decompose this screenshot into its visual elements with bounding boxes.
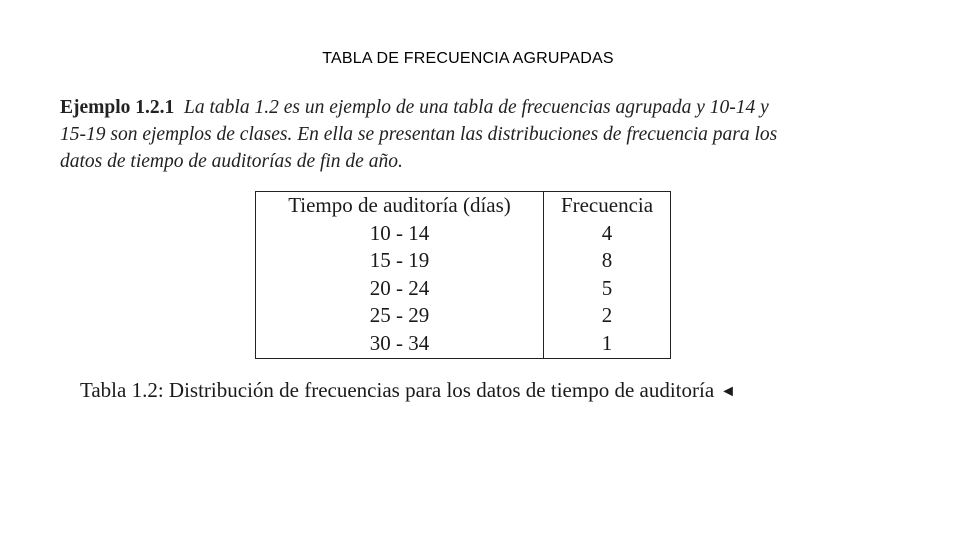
frequency-cell: 1 — [544, 330, 671, 358]
table-row — [256, 247, 671, 275]
header-frequency: Frecuencia — [544, 192, 671, 220]
class-interval-cell: 10 - 14 — [256, 220, 544, 248]
end-marker-icon: ◄ — [720, 383, 736, 400]
example-label: Ejemplo 1.2.1 — [60, 97, 175, 118]
table-row — [256, 302, 671, 330]
class-interval-cell: 15 - 19 — [256, 247, 544, 275]
table-row — [256, 220, 671, 248]
example-line-1 — [60, 94, 872, 121]
table-row — [256, 275, 671, 303]
example-text-line-1: La tabla 1.2 es un ejemplo de una tabla de frecuencias agrupada y 10-14 y — [184, 97, 769, 118]
frequency-cell: 8 — [544, 247, 671, 275]
caption-text: Distribución de frecuencias para los datos de tiempo de auditoría — [168, 378, 715, 402]
slide-title: TABLA DE FRECUENCIA AGRUPADAS — [322, 50, 614, 67]
class-interval-cell: 25 - 29 — [256, 302, 544, 330]
class-interval-cell: 30 - 34 — [256, 330, 544, 358]
frequency-cell: 5 — [544, 275, 671, 303]
frequency-table — [255, 191, 671, 359]
frequency-cell: 4 — [544, 220, 671, 248]
example-text-line-2: 15-19 son ejemplos de clases. En ella se presentan las distribuciones de frecuencia para los — [60, 124, 778, 145]
table-header-row — [256, 192, 671, 220]
caption-label: Tabla 1.2: — [80, 378, 164, 402]
table-row — [256, 330, 671, 358]
header-audit-time: Tiempo de auditoría (días) — [256, 192, 544, 220]
class-interval-cell: 20 - 24 — [256, 275, 544, 303]
table-caption — [80, 378, 860, 403]
example-paragraph — [60, 94, 872, 175]
example-text-line-3: datos de tiempo de auditorías de fin de año. — [60, 151, 403, 172]
frequency-cell: 2 — [544, 302, 671, 330]
